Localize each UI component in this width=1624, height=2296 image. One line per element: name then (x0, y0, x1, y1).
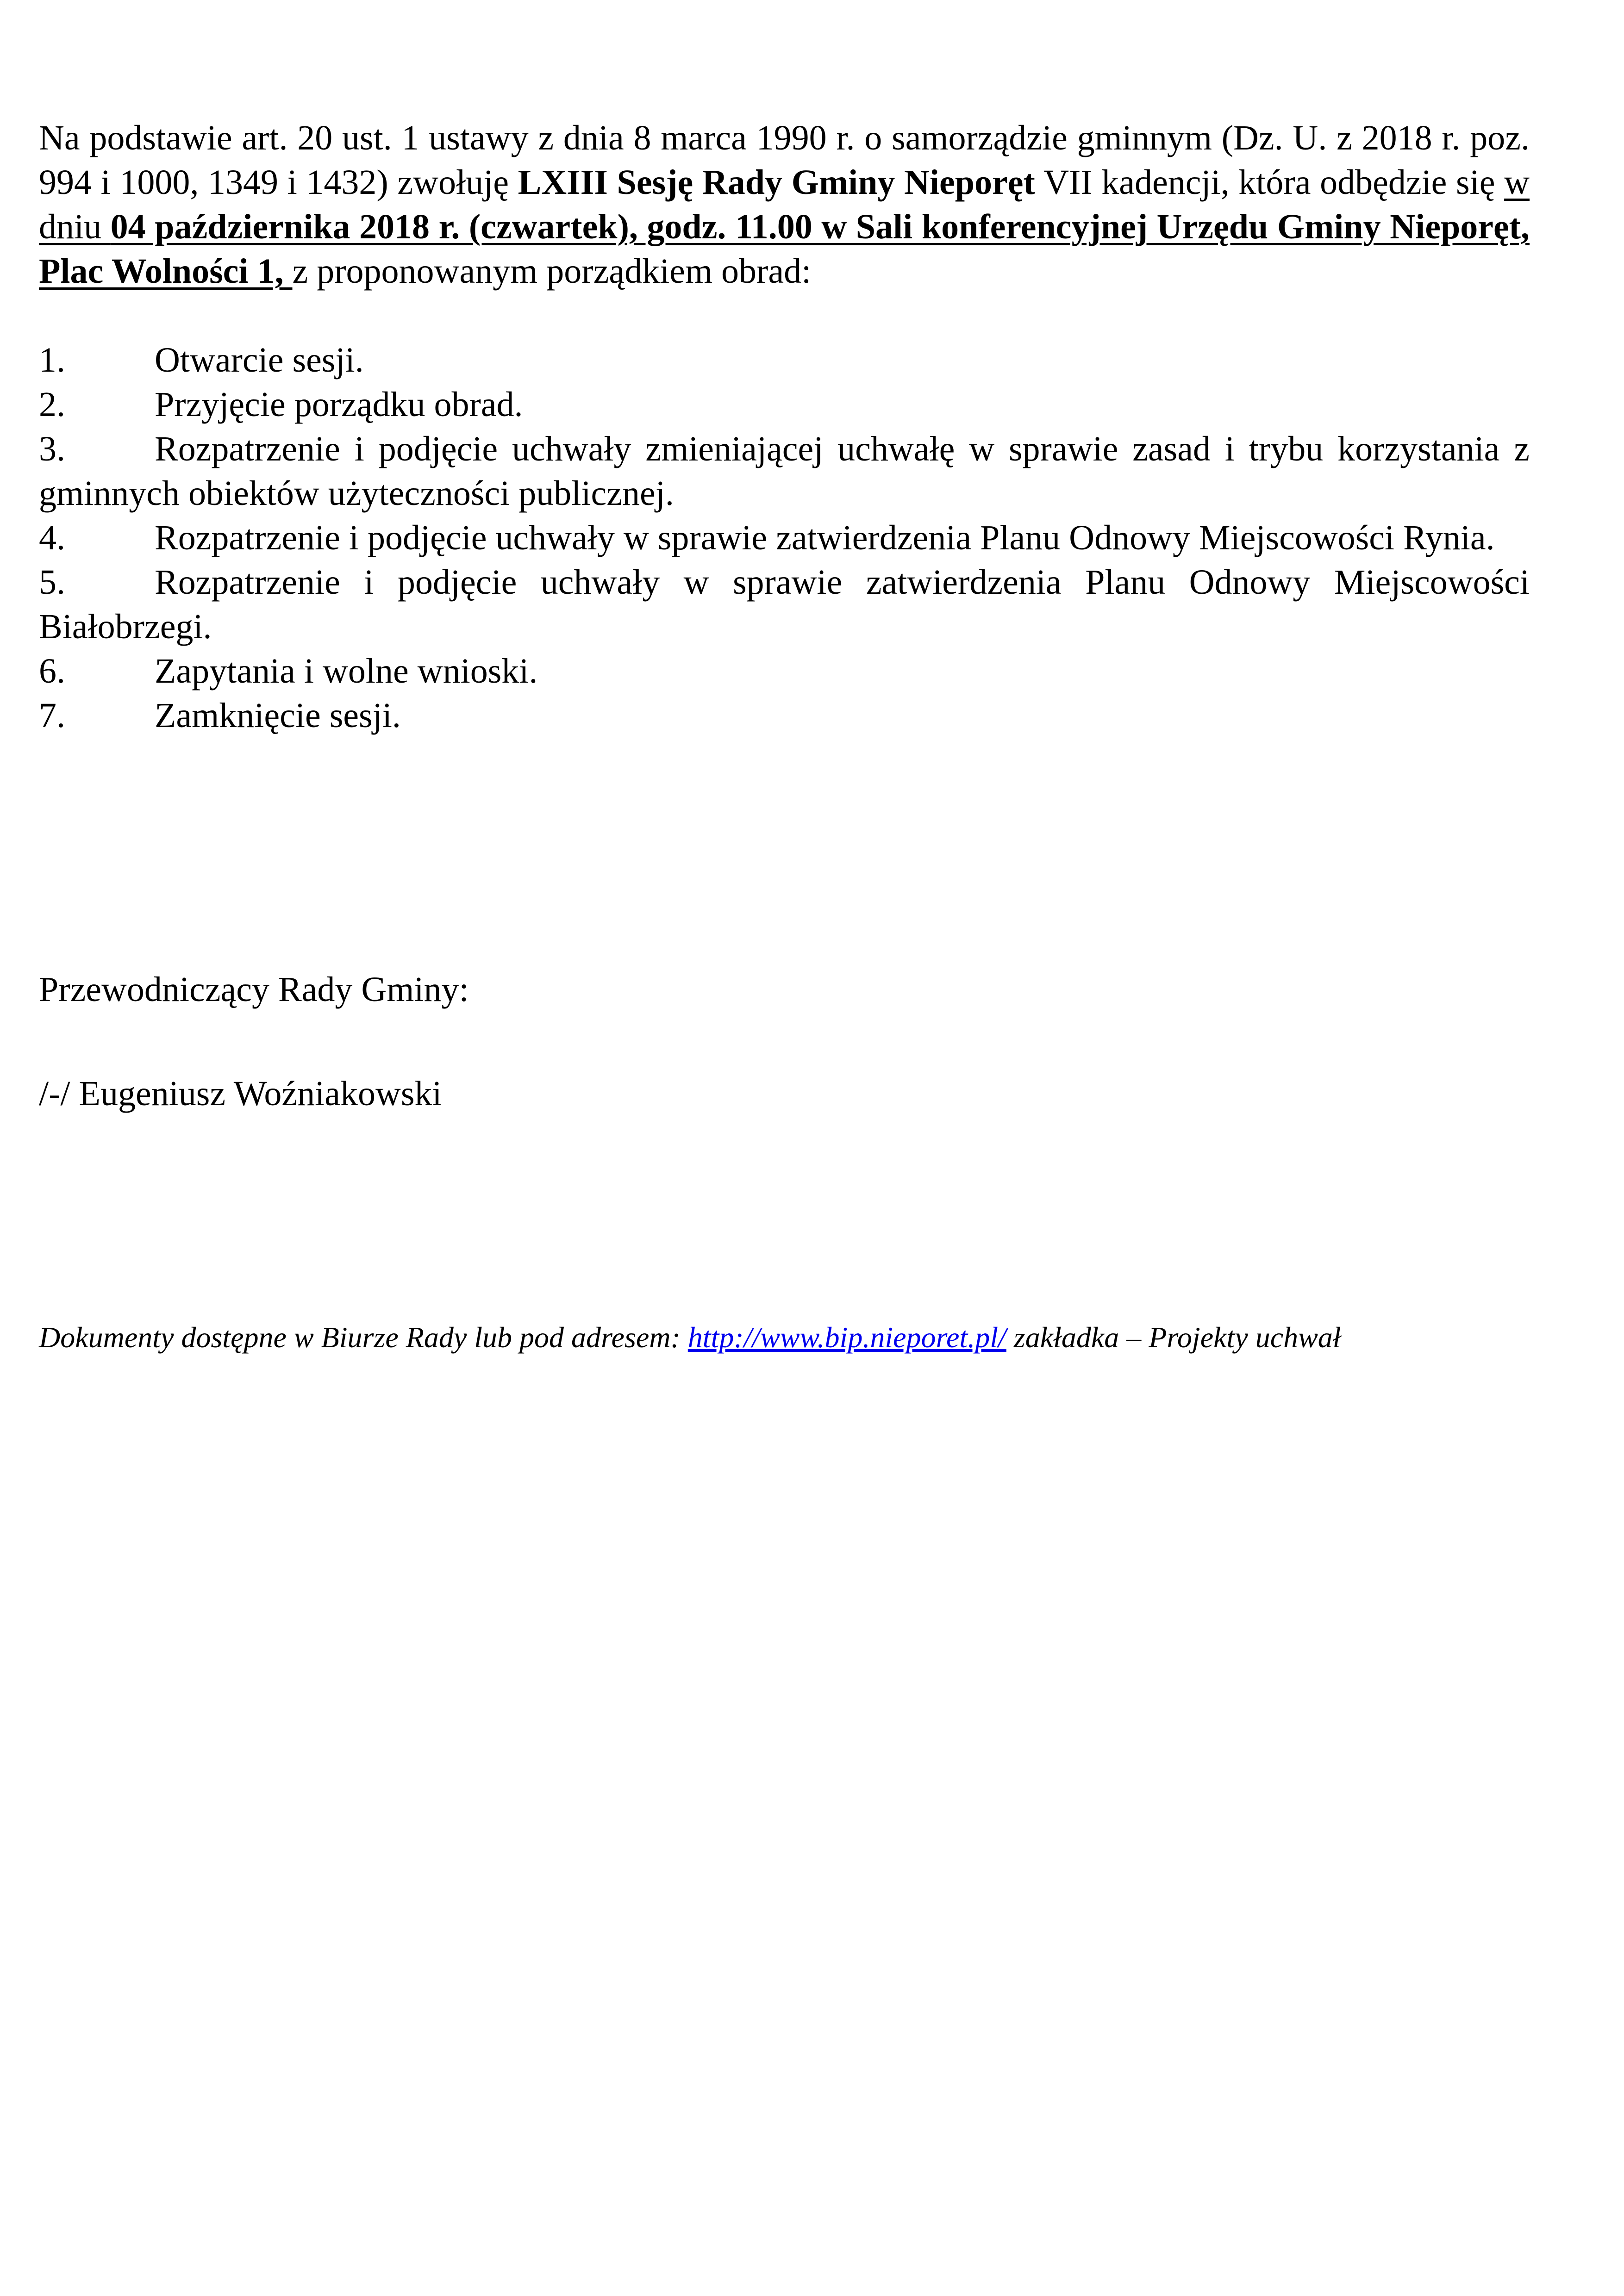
agenda-list (39, 338, 1530, 738)
agenda-item (39, 516, 1530, 560)
session-name: LXIII Sesję Rady Gminy Nieporęt (518, 163, 1035, 202)
agenda-item-text: Przyjęcie porządku obrad. (155, 385, 523, 424)
agenda-item (39, 649, 1530, 693)
agenda-item (39, 427, 1530, 516)
footer-note (39, 1319, 1341, 1356)
signature-title: Przewodniczący Rady Gminy: (39, 970, 469, 1009)
document-body (39, 116, 1530, 738)
agenda-item-number: 2. (39, 385, 65, 424)
agenda-item-text: Zamknięcie sesji. (155, 696, 401, 735)
agenda-item (39, 693, 1530, 738)
agenda-item-number: 1. (39, 341, 65, 380)
footer-prefix: Dokumenty dostępne w Biurze Rady lub pod adresem: (39, 1321, 688, 1354)
date-prefix: w dniu (39, 163, 1530, 246)
agenda-item-text: Rozpatrzenie i podjęcie uchwały w sprawie zatwierdzenia Planu Odnowy Miejscowości Rynia. (155, 518, 1495, 557)
intro-text-3: z proponowanym porządkiem obrad: (292, 252, 812, 291)
agenda-item-text: Rozpatrzenie i podjęcie uchwały zmieniającej uchwałę w sprawie zasad i trybu korzystania z gminnych obiektów użyteczności publicznej. (39, 429, 1530, 513)
agenda-item (39, 560, 1530, 649)
agenda-item-text: Zapytania i wolne wnioski. (155, 652, 538, 691)
intro-text-2: VII kadencji, która odbędzie się (1035, 163, 1505, 202)
agenda-item-text: Rozpatrzenie i podjęcie uchwały w sprawie zatwierdzenia Planu Odnowy Miejscowości Białobrzegi. (39, 563, 1530, 646)
bip-link[interactable]: http://www.bip.nieporet.pl/ (687, 1321, 1006, 1354)
agenda-item-number: 6. (39, 652, 65, 691)
agenda-item-number: 4. (39, 518, 65, 557)
underlined-space (284, 252, 293, 291)
convocation-paragraph (39, 116, 1530, 293)
intro-text-1: Na podstawie art. 20 ust. 1 ustawy z dnia 8 marca 1990 r. o samorządzie gminnym (Dz. U. z 2018 r. poz. 994 i 1000, 1349 i 1432) zwołuję (39, 118, 1530, 202)
agenda-item-text: Otwarcie sesji. (155, 341, 364, 380)
agenda-item-number: 5. (39, 563, 65, 602)
agenda-item (39, 338, 1530, 382)
agenda-item-number: 7. (39, 696, 65, 735)
signature-name: /-/ Eugeniusz Woźniakowski (39, 1074, 442, 1113)
agenda-item (39, 382, 1530, 427)
date-and-place: 04 października 2018 r. (czwartek), godz. 11.00 w Sali konferencyjnej Urzędu Gminy Nieporęt, Plac Wolności 1, (39, 207, 1530, 291)
footer-suffix: zakładka – Projekty uchwał (1006, 1321, 1341, 1354)
agenda-item-number: 3. (39, 429, 65, 468)
